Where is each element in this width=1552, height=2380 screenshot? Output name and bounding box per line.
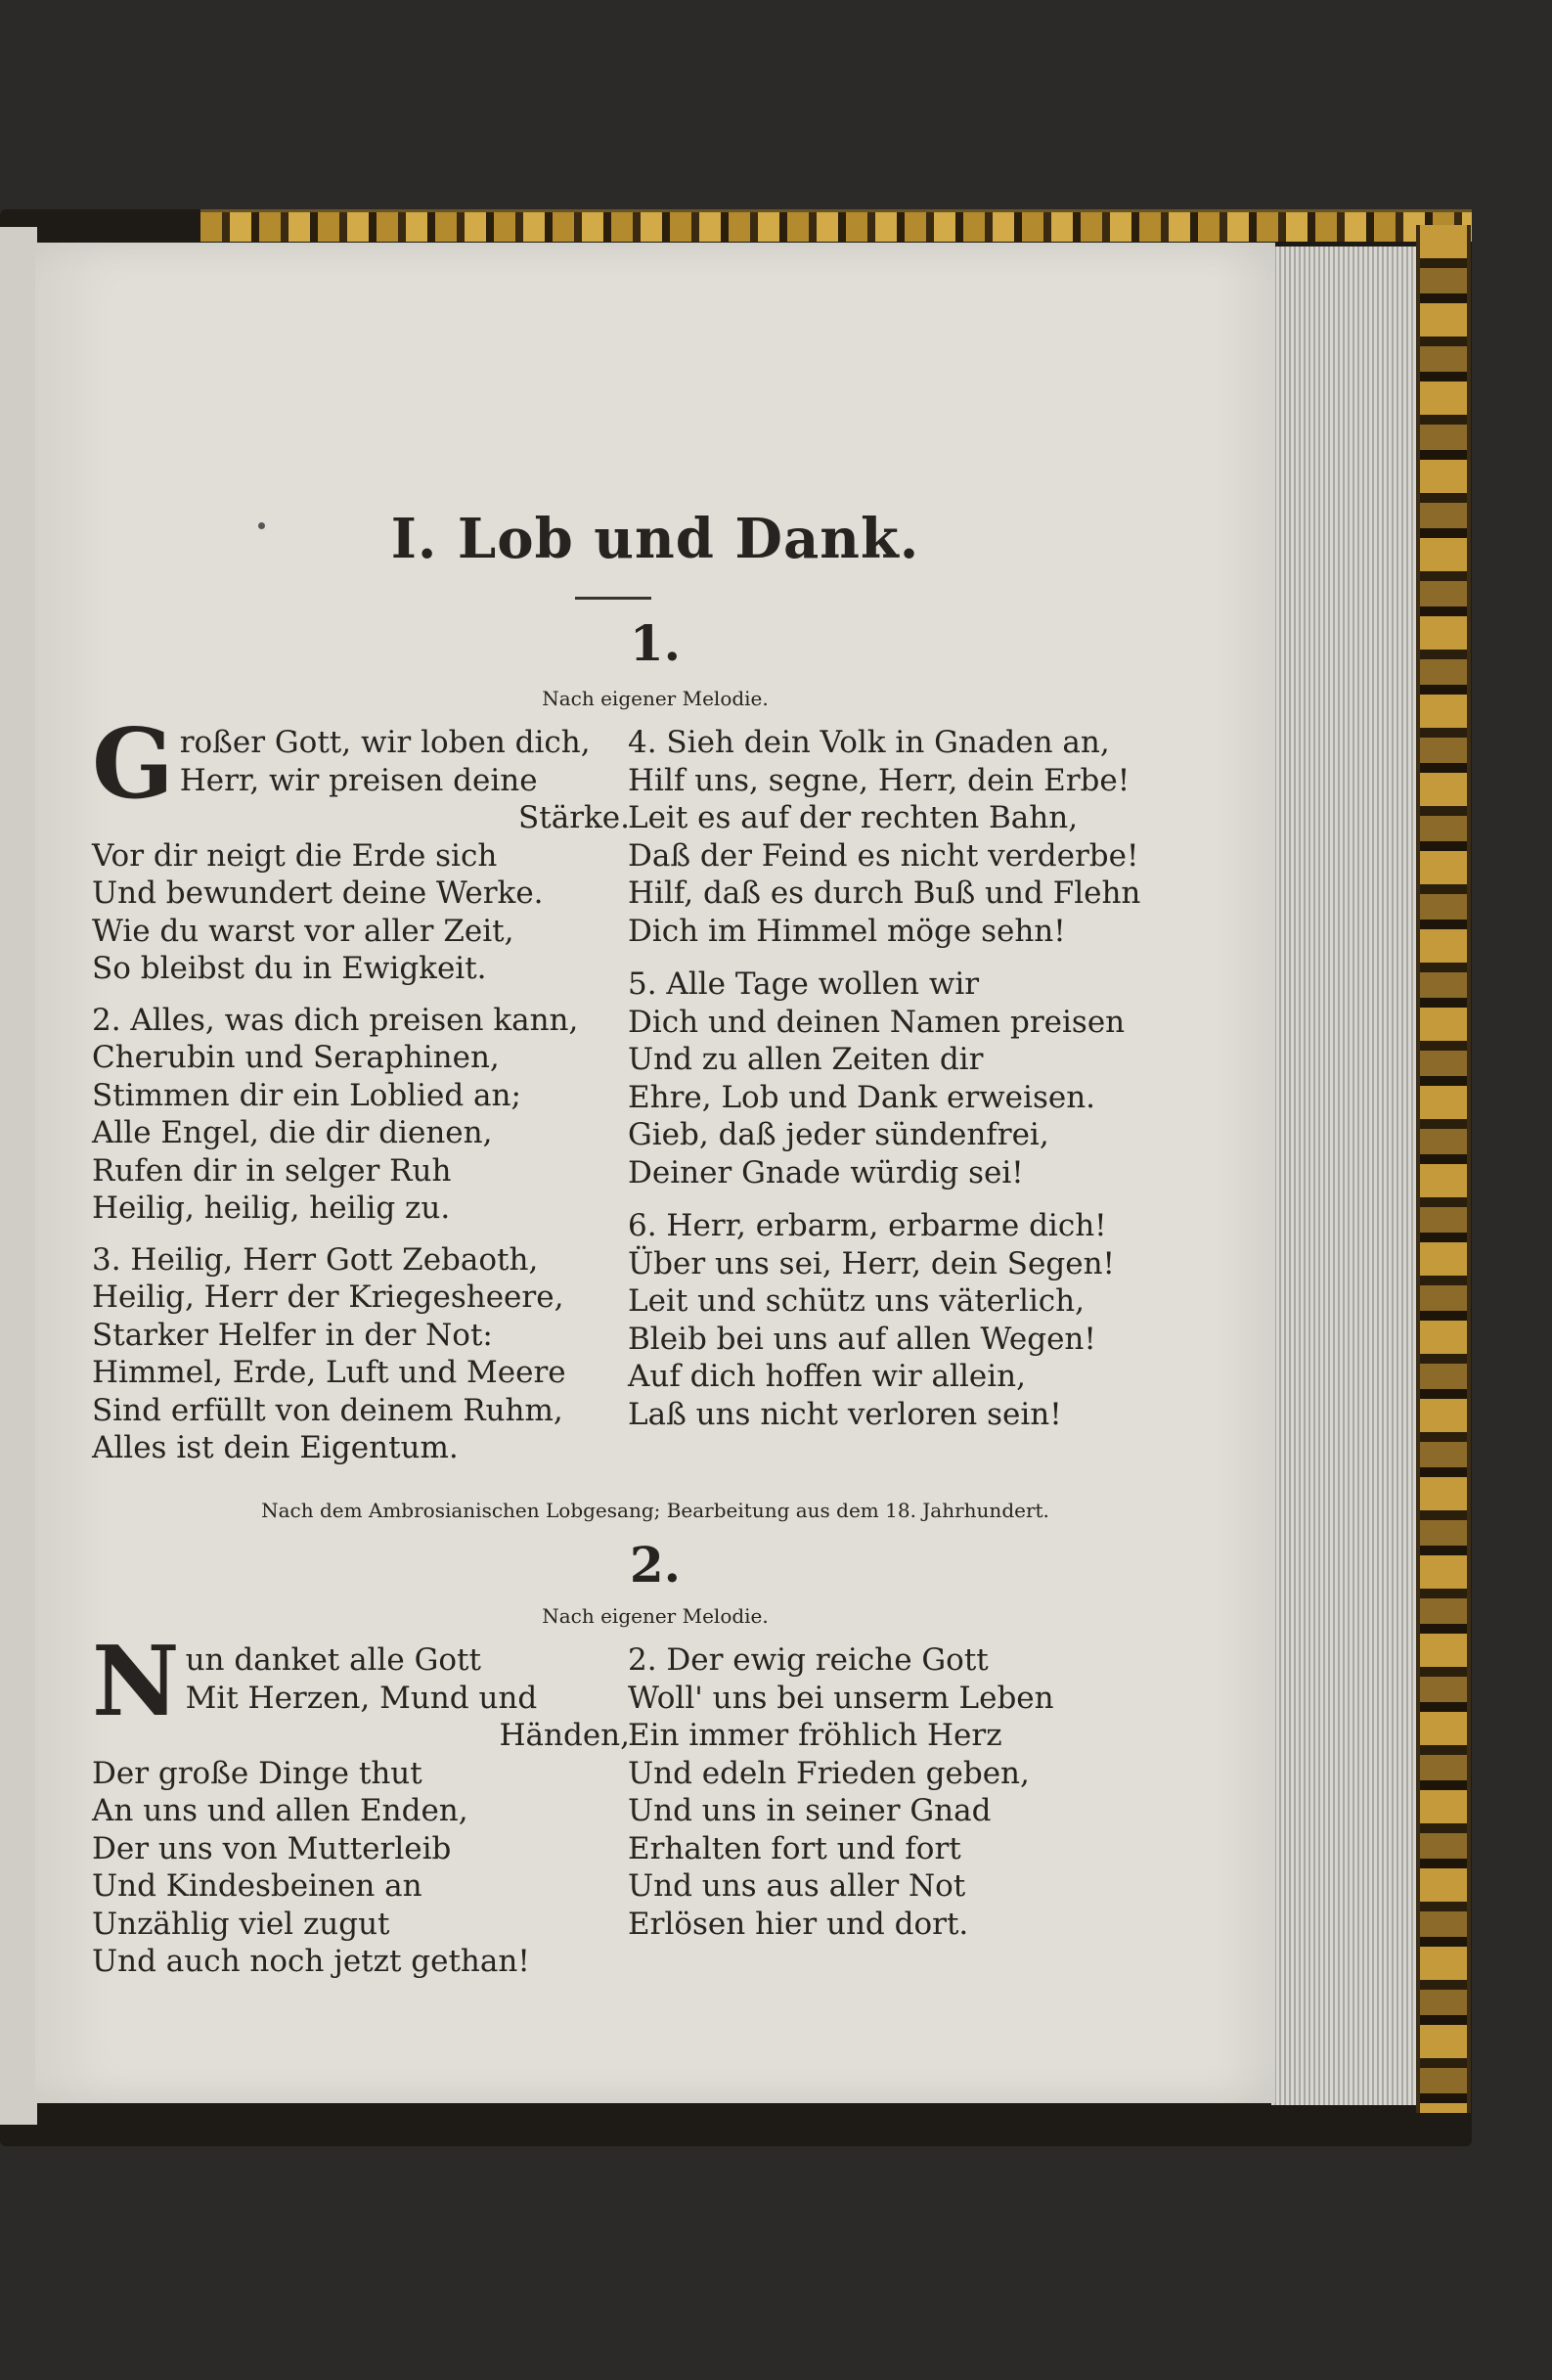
verse-line: Hilf uns, segne, Herr, dein Erbe! <box>628 762 1131 798</box>
verse-line: Händen, <box>499 1718 630 1753</box>
stanza <box>92 1626 630 1981</box>
stanza <box>628 724 1254 950</box>
book-page <box>35 243 1275 2103</box>
dropcap: G <box>92 708 174 821</box>
verse-line: Und zu allen Zeiten dir <box>628 1042 984 1077</box>
hymn-number-1: 1. <box>629 614 682 672</box>
verse-line: Laß uns nicht verloren sein! <box>628 1396 1062 1432</box>
verse-line: roßer Gott, wir loben dich, <box>179 725 591 760</box>
verse-line: Auf dich hoffen wir allein, <box>628 1359 1026 1394</box>
verse-line: Ein immer fröhlich Herz <box>628 1718 1002 1753</box>
dropcap: N <box>92 1626 180 1738</box>
hymn-number-2: 2. <box>629 1536 682 1594</box>
verse-line: Heilig, heilig, heilig zu. <box>92 1190 451 1226</box>
stanza <box>92 1241 630 1467</box>
verse-line: Und uns aus aller Not <box>628 1868 966 1904</box>
verse-line: 6. Herr, erbarm, erbarme dich! <box>628 1208 1107 1243</box>
hymn2-left-column <box>92 1626 630 1995</box>
verse-line: 5. Alle Tage wollen wir <box>628 966 980 1002</box>
verse-line: Alles ist dein Eigentum. <box>92 1430 459 1465</box>
verse-line: Und edeln Frieden geben, <box>628 1755 1030 1791</box>
section-title: I. Lob und Dank. <box>390 507 920 571</box>
verse-line: 2. Der ewig reiche Gott <box>628 1642 989 1678</box>
hymn1-source: Nach dem Ambrosianischen Lobgesang; Bearbeitung aus dem 18. Jahrhundert. <box>261 1499 1049 1522</box>
verse-line: Heilig, Herr der Kriegesheere, <box>92 1280 564 1315</box>
verse-line: Über uns sei, Herr, dein Segen! <box>628 1245 1115 1281</box>
hymn1-right-column <box>628 724 1254 1447</box>
gilt-spine-edge <box>1416 225 1471 2113</box>
verse-line: Alle Engel, die dir dienen, <box>92 1115 493 1150</box>
stanza <box>628 965 1254 1191</box>
hymn1-left-column <box>92 708 630 1481</box>
verse-line: Und Kindesbeinen an <box>92 1868 422 1904</box>
verse-line: Daß der Feind es nicht verderbe! <box>628 837 1139 874</box>
verse-line: Stärke. <box>518 800 630 835</box>
verse-line: Und bewundert deine Werke. <box>92 876 544 911</box>
stanza <box>92 1002 630 1228</box>
hymn-melody-2: Nach eigener Melodie. <box>542 1604 769 1628</box>
facing-page-edge <box>0 227 37 2125</box>
verse-line: Erhalten fort und fort <box>628 1830 961 1866</box>
verse-line: 2. Alles, was dich preisen kann, <box>92 1002 579 1038</box>
page-content <box>35 243 1275 2103</box>
verse-line: Starker Helfer in der Not: <box>92 1317 493 1353</box>
verse-line: Cherubin und Seraphinen, <box>92 1040 500 1075</box>
verse-line: Vor dir neigt die Erde sich <box>92 837 498 874</box>
verse-line: Leit und schütz uns väterlich, <box>628 1283 1085 1319</box>
stanza <box>628 1641 1254 1943</box>
verse-line: Stimmen dir ein Loblied an; <box>92 1077 521 1113</box>
verse-line: Rufen dir in selger Ruh <box>92 1152 452 1189</box>
verse-line: Deiner Gnade würdig sei! <box>628 1154 1024 1190</box>
verse-line: 3. Heilig, Herr Gott Zebaoth, <box>92 1241 539 1278</box>
verse-line: Mit Herzen, Mund und <box>185 1680 538 1716</box>
verse-line: Gieb, daß jeder sündenfrei, <box>628 1117 1049 1152</box>
stanza <box>628 1207 1254 1433</box>
verse-line: Der uns von Mutterleib <box>92 1830 452 1866</box>
verse-line: Und auch noch jetzt gethan! <box>92 1944 530 1979</box>
verse-line: Unzählig viel zugut <box>92 1906 390 1942</box>
verse-line: Sind erfüllt von deinem Ruhm, <box>92 1392 563 1428</box>
verse-line: Wie du warst vor aller Zeit, <box>92 913 514 949</box>
verse-line: Der große Dinge thut <box>92 1755 422 1791</box>
gilt-top-edge <box>200 209 1472 242</box>
verse-line: Hilf, daß es durch Buß und Flehn <box>628 876 1141 911</box>
title-rule <box>575 597 651 600</box>
verse-line: Bleib bei uns auf allen Wegen! <box>628 1321 1096 1357</box>
verse-line: Erlösen hier und dort. <box>628 1906 969 1942</box>
stanza <box>92 708 630 988</box>
verse-line: Dich im Himmel möge sehn! <box>628 913 1066 949</box>
verse-line: Und uns in seiner Gnad <box>628 1793 992 1828</box>
verse-line: Ehre, Lob und Dank erweisen. <box>628 1079 1096 1115</box>
verse-line: Woll' uns bei unserm Leben <box>628 1680 1054 1716</box>
verse-line: 4. Sieh dein Volk in Gnaden an, <box>628 725 1110 760</box>
hymn2-right-column <box>628 1641 1254 1956</box>
verse-line: un danket alle Gott <box>185 1642 481 1678</box>
verse-line: Leit es auf der rechten Bahn, <box>628 800 1079 835</box>
verse-line: So bleibst du in Ewigkeit. <box>92 951 487 986</box>
verse-line: Himmel, Erde, Luft und Meere <box>92 1355 566 1390</box>
verse-line: An uns und allen Enden, <box>92 1793 468 1828</box>
verse-line: Dich und deinen Namen preisen <box>628 1004 1126 1040</box>
verse-line: Herr, wir preisen deine <box>179 762 538 798</box>
page-edges <box>1271 247 1418 2105</box>
hymn-melody-1: Nach eigener Melodie. <box>542 687 769 710</box>
